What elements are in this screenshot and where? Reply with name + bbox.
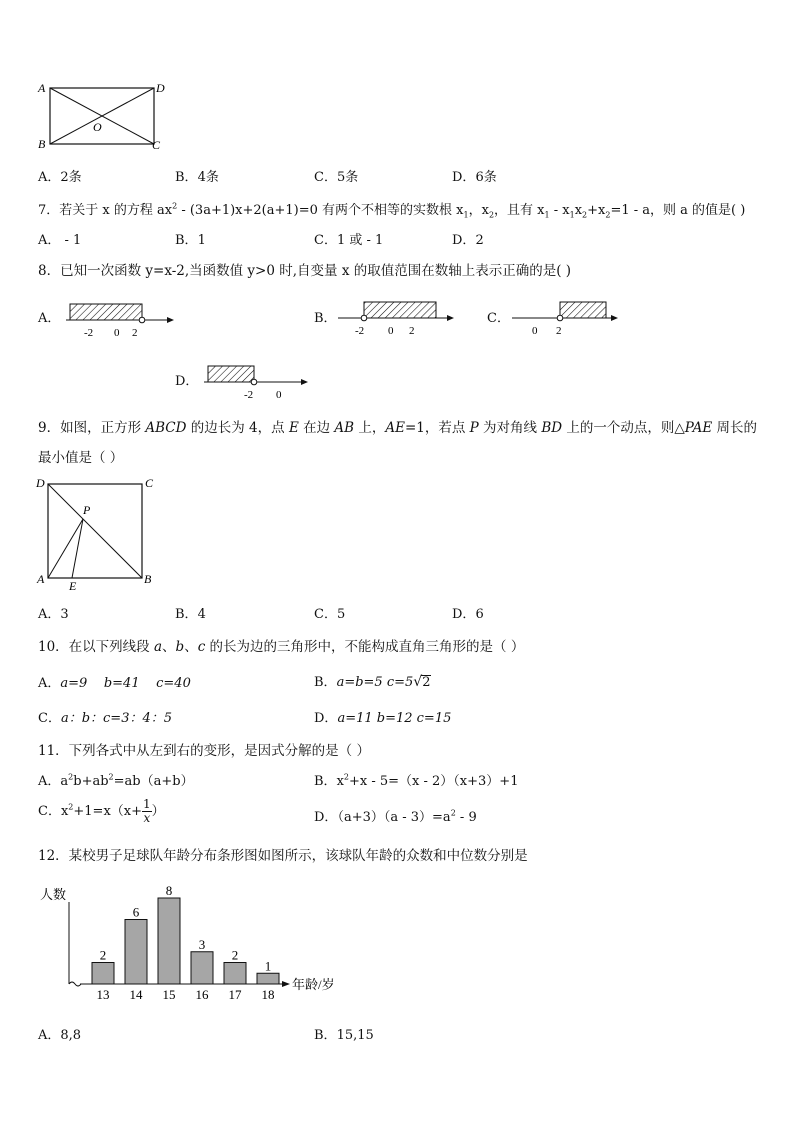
option-text: 4 <box>197 607 206 622</box>
q10-option-a[interactable] <box>38 672 191 691</box>
age-bar-chart <box>38 880 348 1004</box>
bar-18 <box>257 973 279 984</box>
sqrt-radicand: 2 <box>422 675 431 690</box>
q11-option-d[interactable] <box>314 806 477 825</box>
option-text: 4条 <box>197 170 219 185</box>
tick-label: -2 <box>355 325 365 337</box>
arrow-head <box>447 315 454 321</box>
q7-sub: 1 <box>569 210 575 220</box>
q7-sub: 1 <box>463 210 469 220</box>
option-text: 3 <box>60 607 69 622</box>
q7-option-c[interactable] <box>314 229 383 248</box>
tick-label-16: 16 <box>195 987 209 1002</box>
fraction-numerator: 1 <box>143 797 151 811</box>
option-letter: C． <box>314 607 337 622</box>
y-axis-label: 人数 <box>40 887 67 902</box>
data-label-13: 2 <box>99 947 107 963</box>
option-text: - 1 <box>60 233 82 248</box>
q8-option-c-letter[interactable]: C． <box>487 311 510 326</box>
q8-option-d-numberline[interactable] <box>200 360 316 402</box>
q9-text: 在边 <box>298 420 335 436</box>
option-text: 8,8 <box>60 1028 82 1043</box>
q8-option-c-numberline[interactable] <box>510 296 626 338</box>
tick-label: 0 <box>532 325 538 337</box>
option-letter: B． <box>314 1028 337 1043</box>
label-d: D <box>156 81 165 95</box>
option-text: 5条 <box>336 170 359 185</box>
q7-sub: 2 <box>605 210 611 220</box>
q10-text: 、 <box>162 639 176 655</box>
option-text: （a+3）（a - 3）=a <box>337 810 451 825</box>
q7-text-1: 7．若关于 x 的方程 ax <box>38 203 173 218</box>
fraction-denominator: x <box>143 811 151 825</box>
sqrt-sign: √ <box>413 674 423 690</box>
option-text: a <box>60 774 69 789</box>
option-text: 1 或 - 1 <box>336 233 384 248</box>
q8-option-a-letter[interactable]: A． <box>38 311 61 326</box>
q7-text-5: - x <box>549 203 570 218</box>
bar-17 <box>224 963 246 985</box>
q9-var: AB <box>334 420 355 436</box>
data-label-17: 2 <box>231 947 239 963</box>
q10-var: c <box>197 639 206 655</box>
option-letter: A． <box>38 1028 61 1043</box>
tick-label-13: 13 <box>96 987 110 1002</box>
option-letter: B． <box>314 675 337 690</box>
diagonal-bd <box>48 484 142 578</box>
q9-text: 上的一个动点，则△ <box>562 420 685 436</box>
label-c: C <box>152 138 161 152</box>
q7-sub: 2 <box>582 210 588 220</box>
q7-sup: 2 <box>172 201 178 211</box>
q9-var: ABCD <box>145 420 187 436</box>
q6-option-b[interactable] <box>175 166 219 185</box>
bar-16 <box>191 952 213 984</box>
hatched-region <box>364 302 436 318</box>
label-b: B <box>38 137 46 151</box>
hatched-region <box>560 302 606 318</box>
q9-option-b[interactable] <box>175 603 206 622</box>
q7-text-7: +x <box>587 203 606 218</box>
label-a: A <box>37 572 45 586</box>
option-text: x <box>60 804 69 819</box>
open-point <box>557 315 563 321</box>
option-letter: A． <box>38 676 61 691</box>
q7-text-8: =1 - a，则 a 的值是( ) <box>610 203 746 218</box>
tick-label: 0 <box>388 325 394 337</box>
q9-text: 上， <box>354 420 386 436</box>
q9-option-d[interactable] <box>452 603 484 622</box>
q9-text: =1，若点 <box>404 420 470 436</box>
option-letter: B． <box>175 233 198 248</box>
q8-stem: 8．已知一次函数 y=x-2,当函数值 y>0 时,自变量 x 的取值范围在数轴上表示正确的是( ) <box>38 263 572 279</box>
option-text: 2条 <box>60 170 82 185</box>
q10-var: b <box>175 639 185 655</box>
q10-option-d[interactable] <box>314 707 451 726</box>
option-sup: 2 <box>108 772 114 782</box>
option-letter: D． <box>314 711 338 726</box>
q9-stem-line2: 最小值是（ ） <box>38 450 124 466</box>
q10-stem <box>38 635 524 655</box>
q11-option-b[interactable] <box>314 770 518 789</box>
q9-var: AE <box>385 420 405 436</box>
option-letter: D． <box>452 233 476 248</box>
data-label-16: 3 <box>198 936 206 952</box>
option-letter: C． <box>314 233 337 248</box>
q9-text: 的边长为 4，点 <box>186 420 289 436</box>
q7-text-4: ，且有 x <box>494 203 545 218</box>
q12-option-b[interactable] <box>314 1024 374 1043</box>
hatched-region <box>70 304 142 320</box>
hatched-region <box>208 366 254 382</box>
q7-text-2: - (3a+1)x+2(a+1)=0 有两个不相等的实数根 x <box>177 203 464 218</box>
q7-option-b[interactable] <box>175 229 206 248</box>
q8-option-a-numberline[interactable] <box>62 298 182 338</box>
q7-text-6: x <box>574 203 583 218</box>
option-letter: B． <box>175 607 198 622</box>
option-text: 2 <box>475 233 484 248</box>
option-letter: C． <box>38 804 61 819</box>
option-text: 6 <box>475 607 484 622</box>
label-c: C <box>145 476 154 490</box>
label-e: E <box>69 579 77 593</box>
x-axis-label: 年龄/岁 <box>292 977 335 992</box>
q7-text-3: ，x <box>468 203 489 218</box>
x-axis-arrow <box>282 981 290 987</box>
option-text: a：b：c=3：4：5 <box>60 711 173 726</box>
option-text: b+ab <box>73 774 109 789</box>
open-point <box>251 379 257 385</box>
q10-var: a <box>153 639 163 655</box>
q7-option-d[interactable] <box>452 229 484 248</box>
option-text: 5 <box>336 607 346 622</box>
tick-label-17: 17 <box>228 987 242 1002</box>
q9-var: BD <box>541 420 563 436</box>
q9-var: PAE <box>684 420 713 436</box>
q9-option-a[interactable] <box>38 603 69 622</box>
tick-label: 0 <box>114 327 120 338</box>
data-label-15: 8 <box>165 883 173 898</box>
square-figure <box>34 474 160 594</box>
q11-option-c[interactable] <box>38 798 165 825</box>
tick-label: 2 <box>556 325 562 337</box>
option-letter: D． <box>314 810 338 825</box>
q7-sub: 1 <box>544 210 550 220</box>
option-sup: 2 <box>343 772 349 782</box>
data-label-18: 1 <box>264 958 272 974</box>
option-text: a=9 b=41 c=40 <box>60 676 191 691</box>
option-text: a=b=5 c=5 <box>336 675 414 690</box>
tick-label: -2 <box>84 327 94 338</box>
option-letter: B． <box>175 170 198 185</box>
q12-stem: 12．某校男子足球队年龄分布条形图如图所示，该球队年龄的众数和中位数分别是 <box>38 848 528 864</box>
q10-option-b[interactable] <box>314 671 431 690</box>
arrow-head <box>167 317 174 323</box>
option-text: x <box>336 774 344 789</box>
q11-stem: 11．下列各式中从左到右的变形，是因式分解的是（ ） <box>38 743 370 759</box>
open-point <box>139 317 145 323</box>
option-letter: A． <box>38 170 61 185</box>
option-text: 6条 <box>475 170 497 185</box>
axis-break <box>69 982 81 986</box>
bar-14 <box>125 920 147 985</box>
tick-label: 2 <box>409 325 415 337</box>
q11-option-a[interactable] <box>38 770 194 789</box>
open-point <box>361 315 367 321</box>
option-letter: D． <box>452 170 476 185</box>
q9-text: 为对角线 <box>478 420 542 436</box>
option-text: =ab（a+b） <box>113 774 194 789</box>
q9-var: E <box>288 420 299 436</box>
q8-option-b-letter[interactable]: B． <box>314 311 337 326</box>
option-letter: A． <box>38 607 61 622</box>
option-text: +x - 5=（x - 2）（x+3）+1 <box>349 774 519 789</box>
q10-text: 的长为边的三角形中，不能构成直角三角形的是（ ） <box>205 639 525 655</box>
option-sup: 2 <box>68 802 74 812</box>
q9-option-c[interactable] <box>314 603 345 622</box>
q9-var: P <box>469 420 479 436</box>
q12-option-a[interactable] <box>38 1024 81 1043</box>
q9-stem-line1 <box>38 416 757 436</box>
label-p: P <box>83 503 91 517</box>
option-letter: A． <box>38 233 61 248</box>
label-a: A <box>38 81 46 95</box>
q8-option-b-numberline[interactable] <box>336 296 460 338</box>
option-text: +1=x（x+ <box>73 804 143 819</box>
arrow-head <box>301 379 308 385</box>
q7-sub: 2 <box>488 210 495 220</box>
tick-label: -2 <box>244 389 254 401</box>
fraction <box>142 798 152 825</box>
data-label-14: 6 <box>132 904 140 920</box>
tick-label-18: 18 <box>261 987 275 1002</box>
q6-option-d[interactable] <box>452 166 497 185</box>
q10-text: 、 <box>184 639 198 655</box>
rectangle-figure <box>36 78 176 154</box>
option-letter: D． <box>452 607 476 622</box>
q8-option-d-letter[interactable]: D． <box>175 374 199 389</box>
q6-option-a[interactable] <box>38 166 82 185</box>
tick-label-15: 15 <box>162 987 176 1002</box>
tick-label: 0 <box>276 389 282 401</box>
label-d: D <box>36 476 45 490</box>
q10-option-c[interactable] <box>38 707 172 726</box>
arrow-head <box>611 315 618 321</box>
label-b: B <box>144 572 152 586</box>
tick-label: 2 <box>132 327 138 338</box>
tick-label-14: 14 <box>129 987 143 1002</box>
bar-13 <box>92 963 114 985</box>
q9-text: 9．如图，正方形 <box>38 420 146 436</box>
q7-stem <box>38 199 745 220</box>
option-letter: C． <box>38 711 61 726</box>
q9-text: 周长的 <box>712 420 758 436</box>
q6-option-c[interactable] <box>314 166 358 185</box>
option-letter: A． <box>38 774 61 789</box>
bar-15 <box>158 898 180 984</box>
option-letter: C． <box>314 170 337 185</box>
option-text: 1 <box>197 233 206 248</box>
option-text: - 9 <box>455 810 477 825</box>
q10-text: 10．在以下列线段 <box>38 639 154 655</box>
option-sup: 2 <box>450 808 456 818</box>
option-text: ） <box>151 804 165 819</box>
option-letter: B． <box>314 774 337 789</box>
q7-option-a[interactable] <box>38 229 81 248</box>
option-text: a=11 b=12 c=15 <box>337 711 452 726</box>
option-text: 15,15 <box>336 1028 374 1043</box>
option-sup: 2 <box>68 772 74 782</box>
label-o: O <box>93 120 102 134</box>
